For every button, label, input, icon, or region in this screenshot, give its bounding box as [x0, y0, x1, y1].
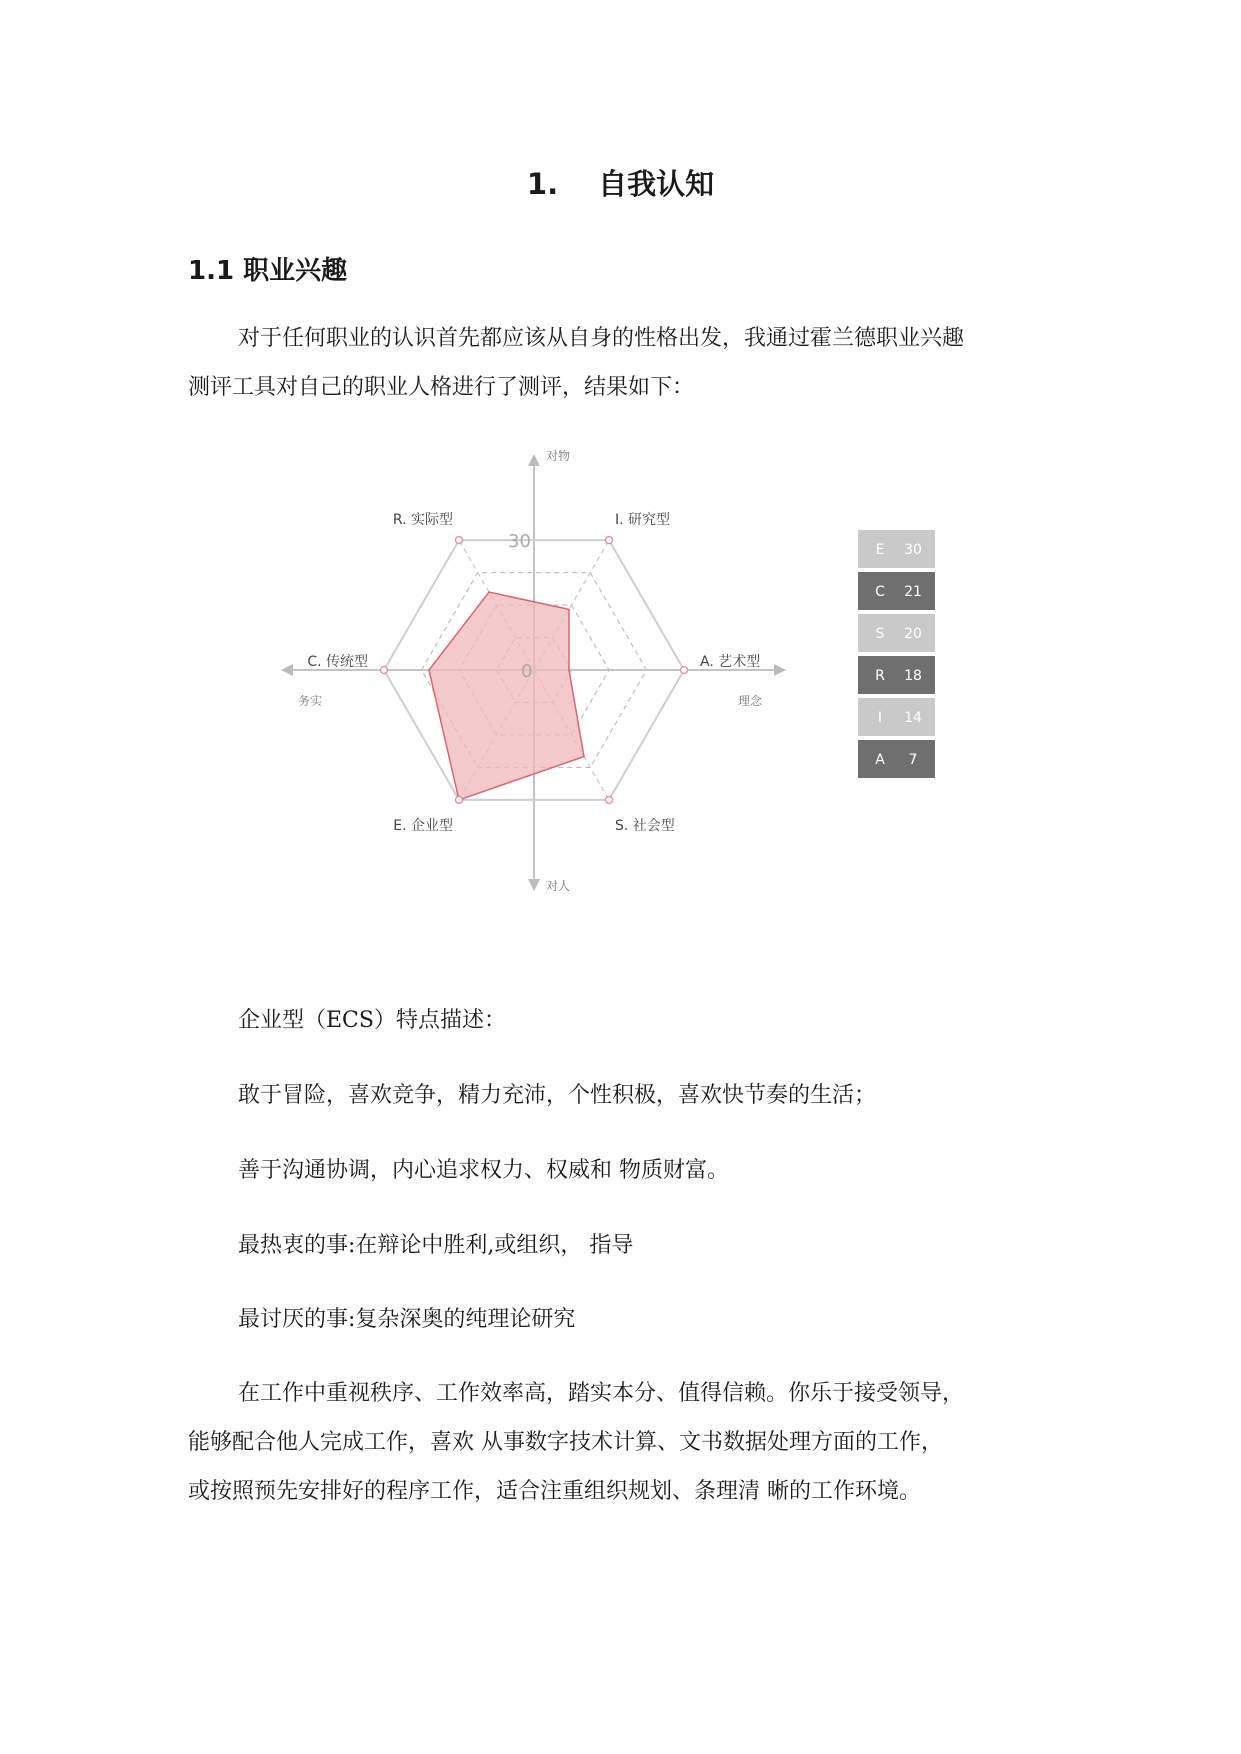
score-code: I — [877, 710, 883, 726]
description-paragraph — [188, 1369, 1068, 1516]
section-title: 1.1 职业兴趣 — [188, 256, 348, 286]
category-label-c: C. 传统型 — [307, 654, 368, 670]
score-row-bg — [858, 572, 935, 610]
description-line: 最讨厌的事:复杂深奥的纯理论研究 — [238, 1307, 576, 1332]
chapter-number: 1. — [526, 167, 559, 201]
score-value: 30 — [904, 542, 922, 558]
holland-radar-chart — [0, 430, 1241, 910]
score-value: 18 — [904, 668, 922, 684]
axis-label-right: 理念 — [738, 694, 763, 708]
description-line: 善于沟通协调，内心追求权力、权威和 物质财富。 — [238, 1158, 729, 1183]
chapter-heading — [0, 162, 1241, 203]
axis-label-top: 对物 — [546, 449, 571, 463]
score-row-bg — [858, 656, 935, 694]
paragraph-line: 或按照预先安排好的程序工作，适合注重组织规划、条理清 晰的工作环境。 — [188, 1479, 921, 1504]
vertex-marker — [606, 796, 613, 803]
score-code: A — [875, 752, 885, 768]
description-line: 最热衷的事:在辩论中胜利,或组织， 指导 — [238, 1233, 634, 1258]
vertex-marker — [606, 537, 613, 544]
paragraph-line: 能够配合他人完成工作，喜欢 从事数字技术计算、文书数据处理方面的工作， — [188, 1430, 943, 1455]
scale-max-label: 30 — [508, 531, 531, 552]
intro-paragraph — [188, 314, 1068, 412]
scale-min-label: 0 — [521, 661, 533, 682]
score-code: C — [875, 584, 885, 600]
category-label-e: E. 企业型 — [393, 817, 453, 834]
category-label-s: S. 社会型 — [615, 817, 675, 834]
vertex-marker — [381, 667, 388, 674]
score-value: 21 — [904, 584, 922, 600]
axis-label-left: 务实 — [298, 694, 323, 708]
series-area — [429, 592, 584, 800]
score-row-bg — [858, 530, 935, 568]
score-row-bg — [858, 614, 935, 652]
intro-line: 测评工具对自己的职业人格进行了测评，结果如下： — [188, 375, 695, 400]
score-row-bg — [858, 698, 935, 736]
category-label-a: A. 艺术型 — [700, 654, 761, 670]
category-label-r: R. 实际型 — [392, 512, 453, 529]
score-value: 7 — [908, 752, 918, 768]
vertex-marker — [456, 796, 463, 803]
score-code: S — [875, 626, 885, 642]
score-value: 14 — [904, 710, 922, 726]
score-row-bg — [858, 740, 935, 778]
axis-label-bottom: 对人 — [546, 879, 571, 893]
paragraph-line: 在工作中重视秩序、工作效率高，踏实本分、值得信赖。你乐于接受领导， — [238, 1381, 965, 1406]
score-code: R — [875, 668, 885, 684]
vertex-marker — [456, 537, 463, 544]
score-value: 20 — [904, 626, 922, 642]
chapter-title: 自我认知 — [598, 167, 715, 201]
intro-line: 对于任何职业的认识首先都应该从自身的性格出发，我通过霍兰德职业兴趣 — [238, 326, 965, 351]
category-label-i: I. 研究型 — [615, 512, 671, 529]
description-line: 敢于冒险，喜欢竞争，精力充沛，个性积极，喜欢快节奏的生活； — [238, 1083, 877, 1108]
score-table — [858, 530, 935, 778]
description-title: 企业型（ECS）特点描述： — [238, 1008, 506, 1033]
vertex-marker — [681, 667, 688, 674]
score-code: E — [875, 542, 885, 558]
